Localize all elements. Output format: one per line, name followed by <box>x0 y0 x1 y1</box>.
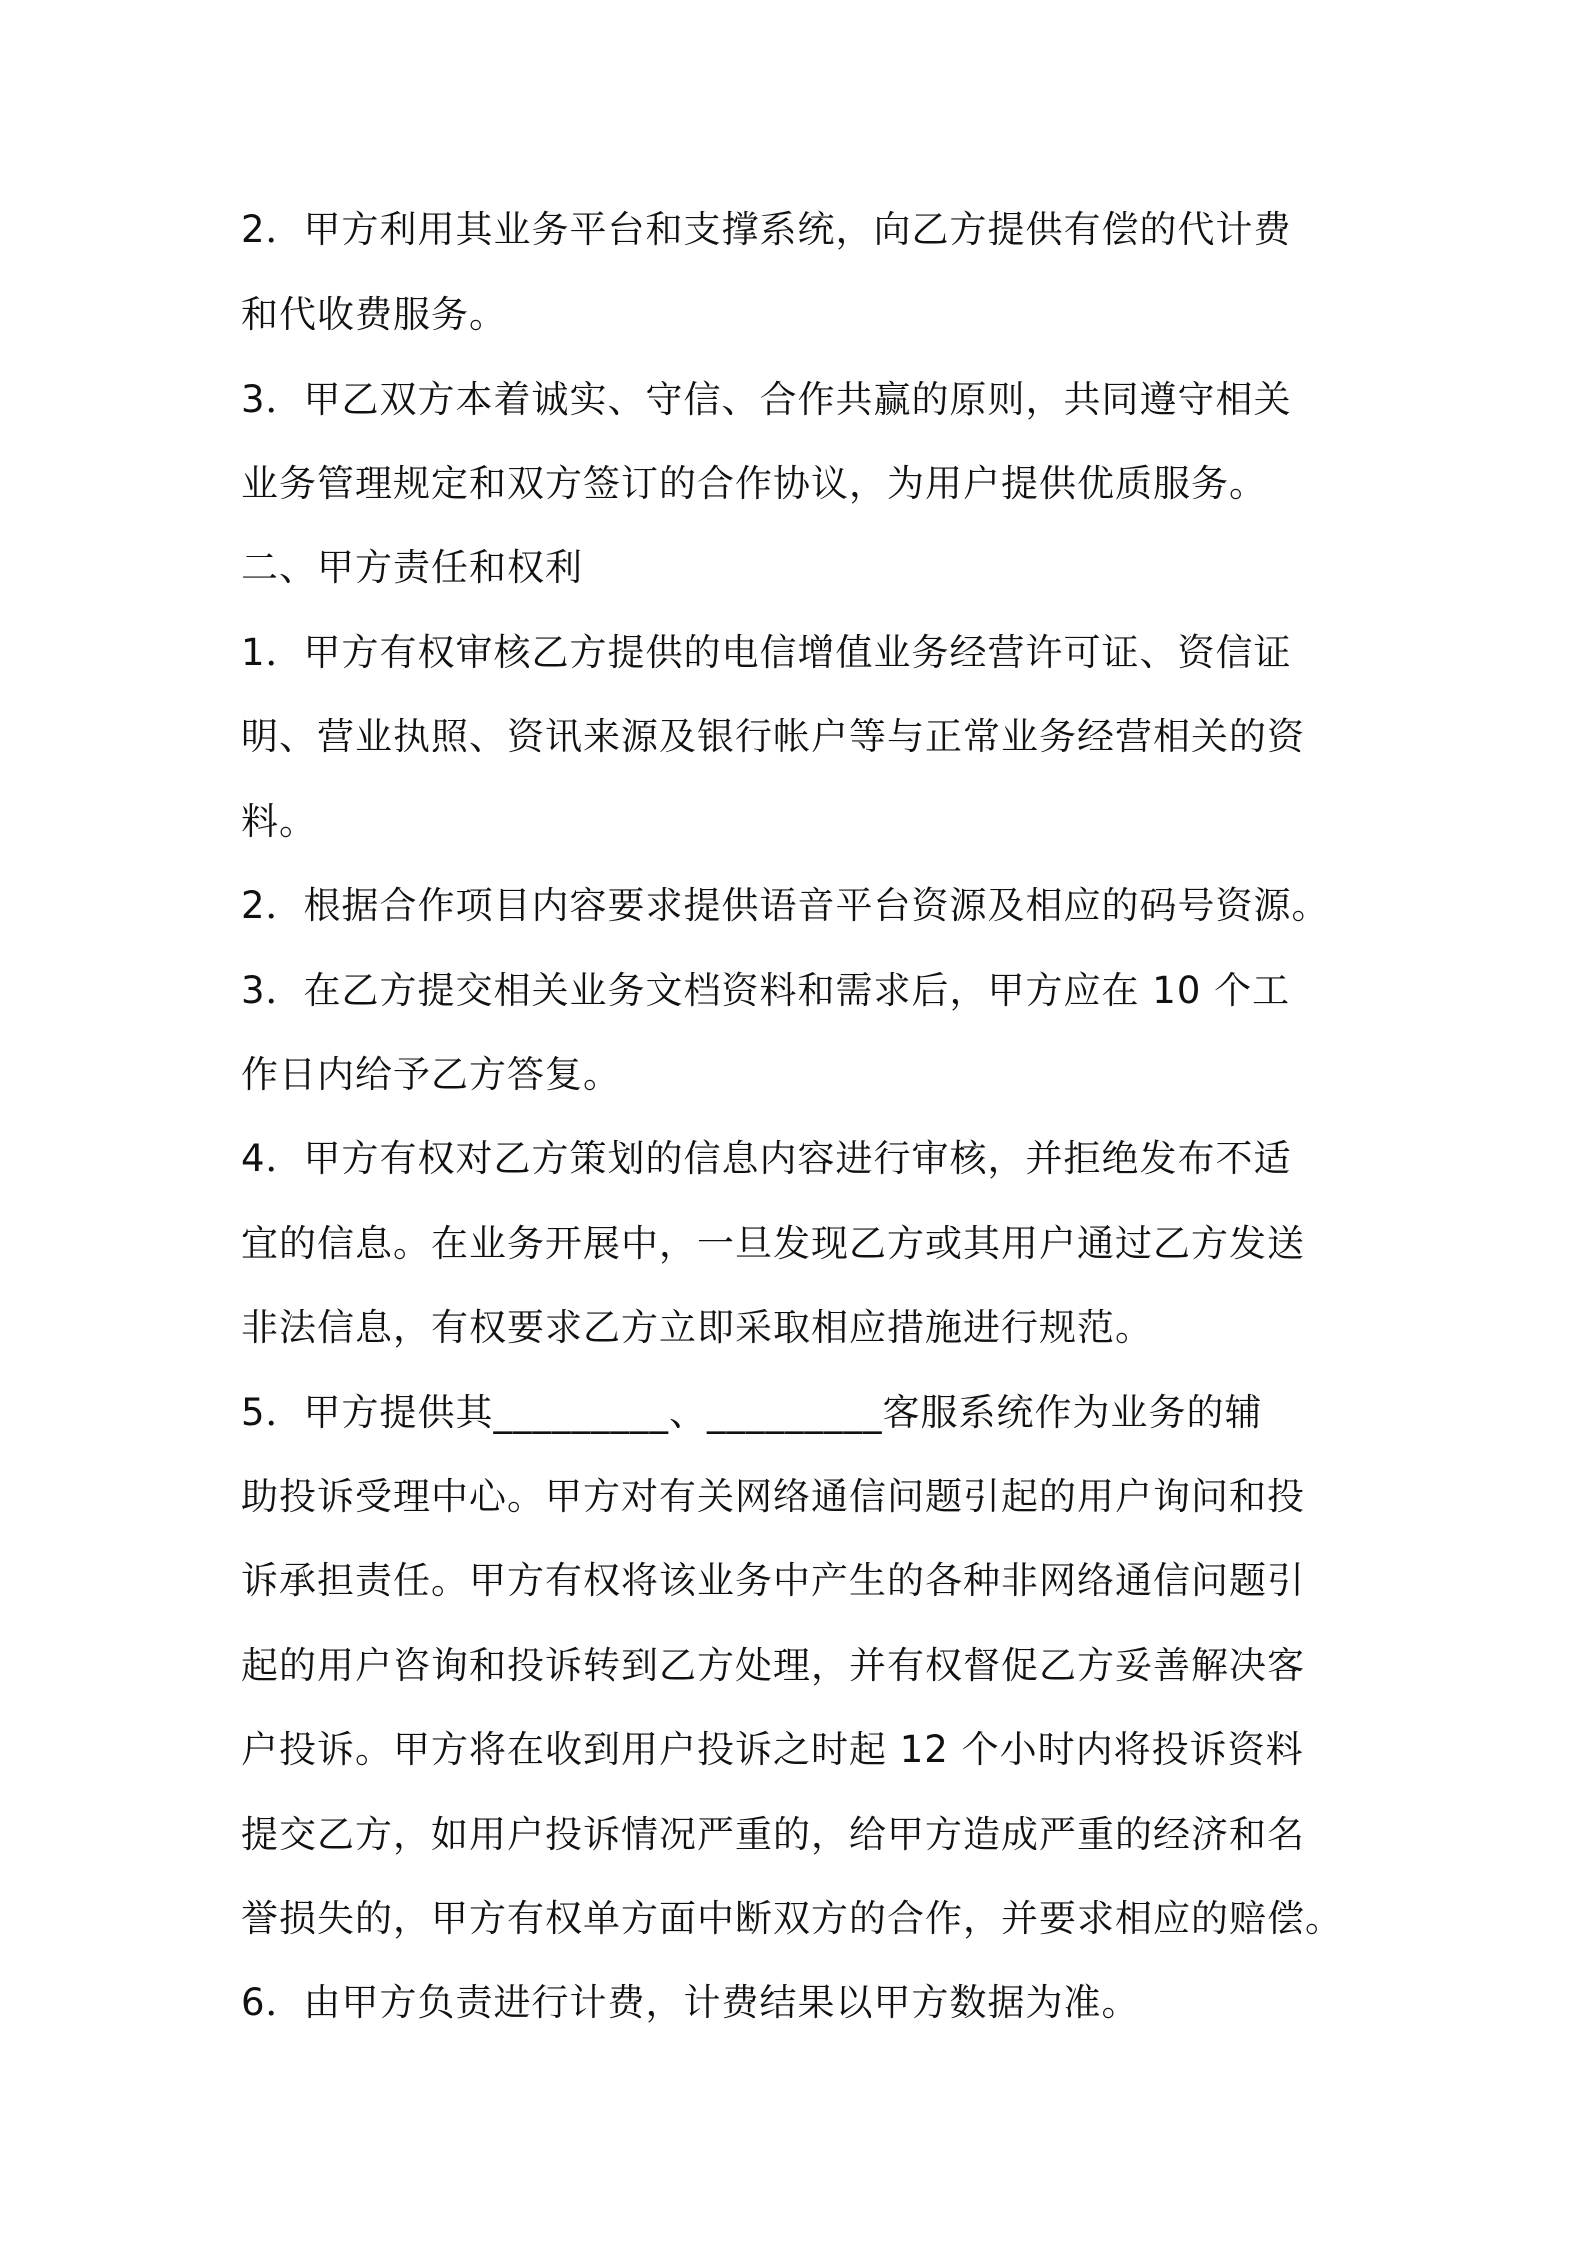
duty-5-line-2: 助投诉受理中心。甲方对有关网络通信问题引起的用户询问和投 <box>241 1475 1305 1518</box>
duty-6-line-1: 6．由甲方负责进行计费，计费结果以甲方数据为准。 <box>241 1981 1140 2024</box>
clause-3-line-2: 业务管理规定和双方签订的合作协议，为用户提供优质服务。 <box>241 462 1267 505</box>
clause-2-line-1: 2．甲方利用其业务平台和支撑系统，向乙方提供有偿的代计费 <box>241 208 1292 251</box>
duty-5-line-1: 5．甲方提供其_________、_________客服系统作为业务的辅 <box>241 1391 1263 1434</box>
duty-1-line-1: 1．甲方有权审核乙方提供的电信增值业务经营许可证、资信证 <box>241 631 1292 674</box>
duty-4-line-3: 非法信息，有权要求乙方立即采取相应措施进行规范。 <box>241 1306 1153 1349</box>
duty-5-line-3: 诉承担责任。甲方有权将该业务中产生的各种非网络通信问题引 <box>241 1559 1305 1602</box>
duty-3-line-1: 3．在乙方提交相关业务文档资料和需求后，甲方应在 10 个工 <box>241 969 1291 1012</box>
clause-2-line-2: 和代收费服务。 <box>241 293 507 336</box>
duty-4-line-1: 4．甲方有权对乙方策划的信息内容进行审核，并拒绝发布不适 <box>241 1137 1292 1180</box>
clause-3-line-1: 3．甲乙双方本着诚实、守信、合作共赢的原则，共同遵守相关 <box>241 378 1292 421</box>
duty-4-line-2: 宜的信息。在业务开展中，一旦发现乙方或其用户通过乙方发送 <box>241 1222 1305 1265</box>
duty-5-line-6: 提交乙方，如用户投诉情况严重的，给甲方造成严重的经济和名 <box>241 1813 1305 1856</box>
duty-5-line-7: 誉损失的，甲方有权单方面中断双方的合作，并要求相应的赔偿。 <box>241 1897 1343 1940</box>
duty-5-line-4: 起的用户咨询和投诉转到乙方处理，并有权督促乙方妥善解决客 <box>241 1644 1305 1687</box>
duty-2-line-1: 2．根据合作项目内容要求提供语音平台资源及相应的码号资源。 <box>241 884 1330 927</box>
duty-1-line-3: 料。 <box>241 800 317 843</box>
duty-5-line-5: 户投诉。甲方将在收到用户投诉之时起 12 个小时内将投诉资料 <box>241 1728 1304 1771</box>
section-heading: 二、甲方责任和权利 <box>241 546 583 589</box>
duty-1-line-2: 明、营业执照、资讯来源及银行帐户等与正常业务经营相关的资 <box>241 715 1305 758</box>
duty-3-line-2: 作日内给予乙方答复。 <box>241 1053 621 1096</box>
document-page <box>241 0 1361 2244</box>
